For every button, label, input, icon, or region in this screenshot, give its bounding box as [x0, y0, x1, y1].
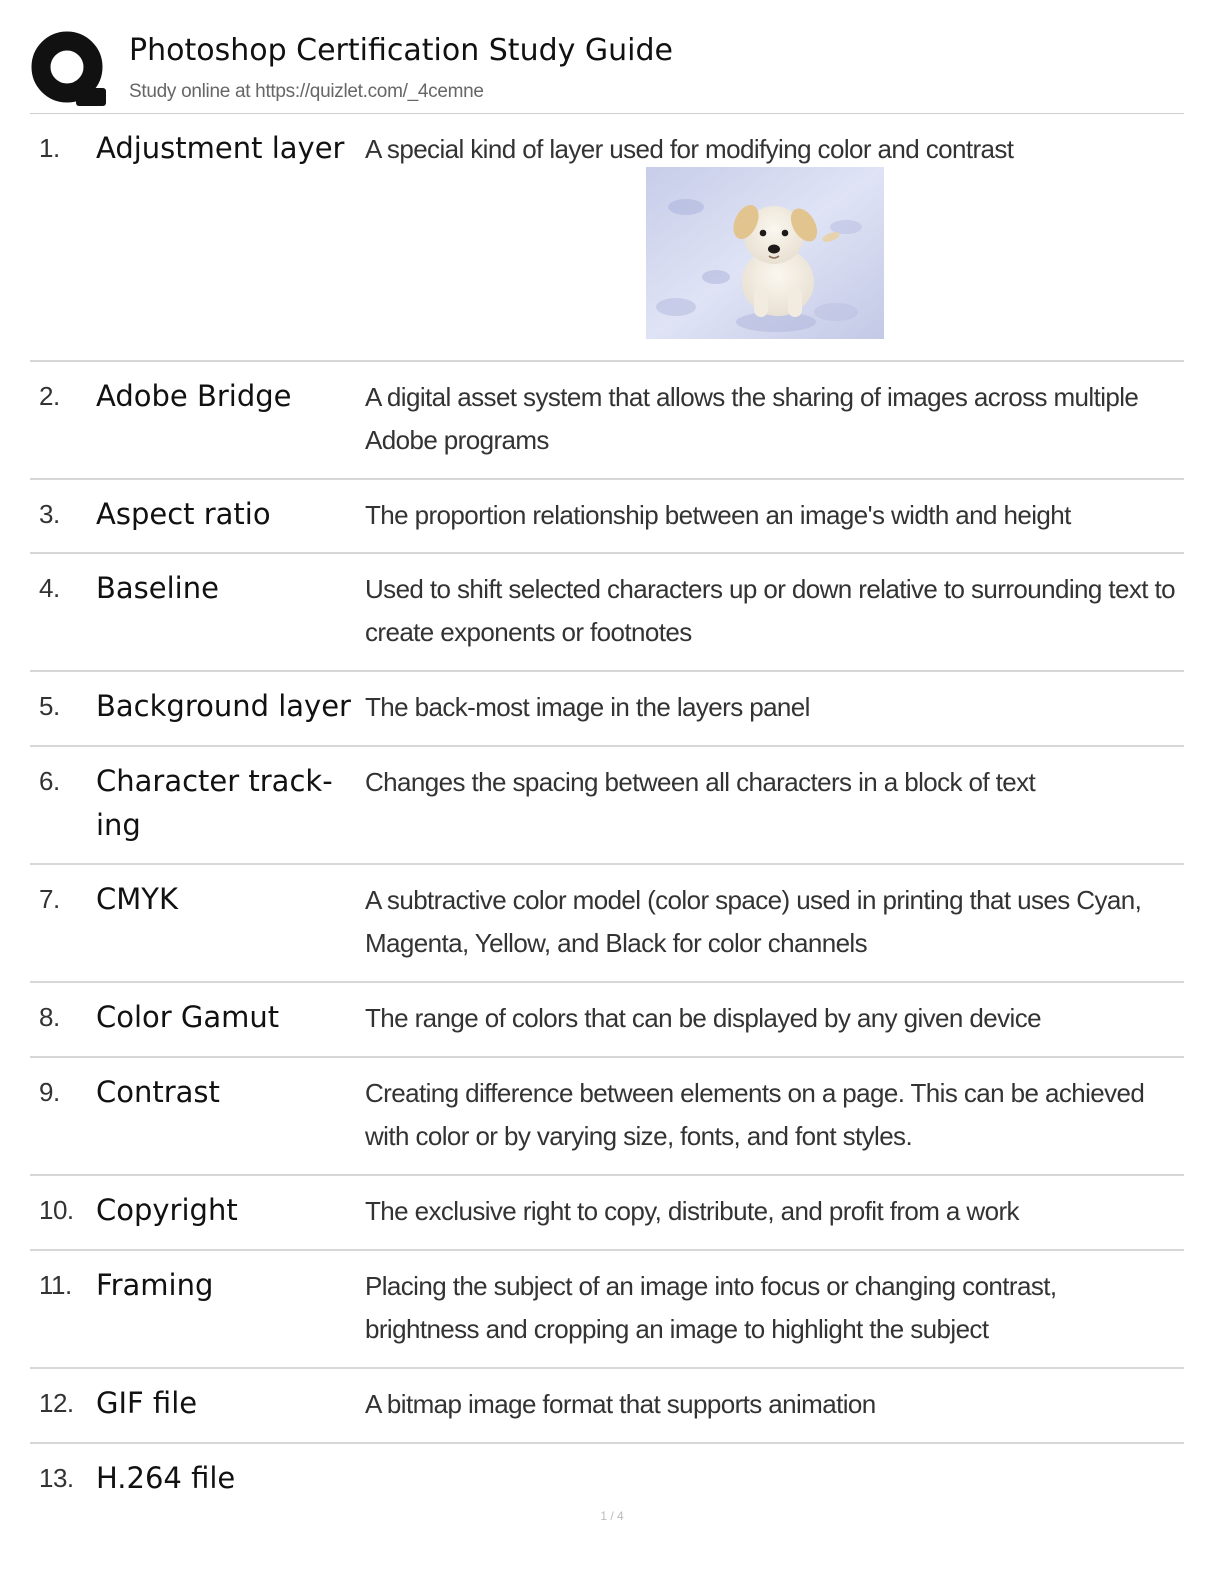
term-row [30, 1251, 1184, 1369]
term-word: Contrast [96, 1075, 220, 1109]
term-number: 4. [39, 573, 60, 603]
term-word: H.264 file [96, 1461, 236, 1495]
term-word: Adjustment layer [96, 131, 345, 165]
term-row [30, 672, 1184, 747]
term-number: 6. [39, 766, 60, 796]
term-definition: A bitmap image format that supports animation [365, 1389, 876, 1419]
term-row [30, 362, 1184, 480]
term-row [30, 1176, 1184, 1251]
term-number: 12. [39, 1388, 74, 1418]
term-row [30, 865, 1184, 983]
term-definition: The range of colors that can be displayed by any given device [365, 1003, 1041, 1033]
term-definition: A digital asset system that allows the sharing of images across multiple Adobe programs [365, 382, 1139, 455]
term-word: Framing [96, 1268, 214, 1302]
term-definition: Changes the spacing between all characters in a block of text [365, 767, 1036, 797]
term-definition: The exclusive right to copy, distribute, and profit from a work [365, 1196, 1019, 1226]
page-number: 1 / 4 [600, 1509, 624, 1523]
term-number: 3. [39, 499, 60, 529]
term-number: 9. [39, 1077, 60, 1107]
document-title: Photoshop Certification Study Guide [129, 33, 674, 68]
term-definition: Used to shift selected characters up or down relative to surrounding text to create exponents or footnotes [365, 574, 1175, 647]
term-number: 1. [39, 133, 60, 163]
puppy-in-snow-image [646, 167, 884, 339]
term-number: 11. [39, 1270, 72, 1300]
term-number: 13. [39, 1463, 74, 1493]
term-number: 8. [39, 1002, 60, 1032]
term-row [30, 983, 1184, 1058]
term-definition: A subtractive color model (color space) used in printing that uses Cyan, Magenta, Yellow, and Black for color channels [365, 885, 1142, 958]
terms-list [30, 114, 1184, 1514]
term-word: Copyright [96, 1193, 238, 1227]
term-row [30, 747, 1184, 865]
term-word: CMYK [96, 882, 179, 916]
term-word: Character track-ing [96, 764, 333, 842]
term-definition: A special kind of layer used for modifying color and contrast [365, 134, 1014, 164]
term-number: 5. [39, 691, 60, 721]
term-word: GIF file [96, 1386, 198, 1420]
term-definition: The back-most image in the layers panel [365, 692, 810, 722]
term-row [30, 480, 1184, 554]
term-row [30, 554, 1184, 672]
term-word: Aspect ratio [96, 497, 271, 531]
term-number: 7. [39, 884, 60, 914]
term-word: Adobe Bridge [96, 379, 292, 413]
quizlet-q-logo-icon [30, 30, 110, 108]
study-online-link[interactable]: Study online at https://quizlet.com/_4cemne [129, 81, 484, 102]
term-word: Baseline [96, 571, 219, 605]
term-number: 2. [39, 381, 60, 411]
term-definition: Placing the subject of an image into focus or changing contrast, brightness and cropping an image to highlight the subject [365, 1271, 1057, 1344]
term-word: Background layer [96, 689, 351, 723]
document-header [0, 0, 1224, 116]
term-row [30, 114, 1184, 362]
term-definition: The proportion relationship between an image's width and height [365, 500, 1071, 530]
term-definition: Creating difference between elements on a page. This can be achieved with color or by varying size, fonts, and font styles. [365, 1078, 1145, 1151]
term-row [30, 1444, 1184, 1514]
term-number: 10. [39, 1195, 74, 1225]
term-row [30, 1369, 1184, 1444]
term-row [30, 1058, 1184, 1176]
term-word: Color Gamut [96, 1000, 280, 1034]
